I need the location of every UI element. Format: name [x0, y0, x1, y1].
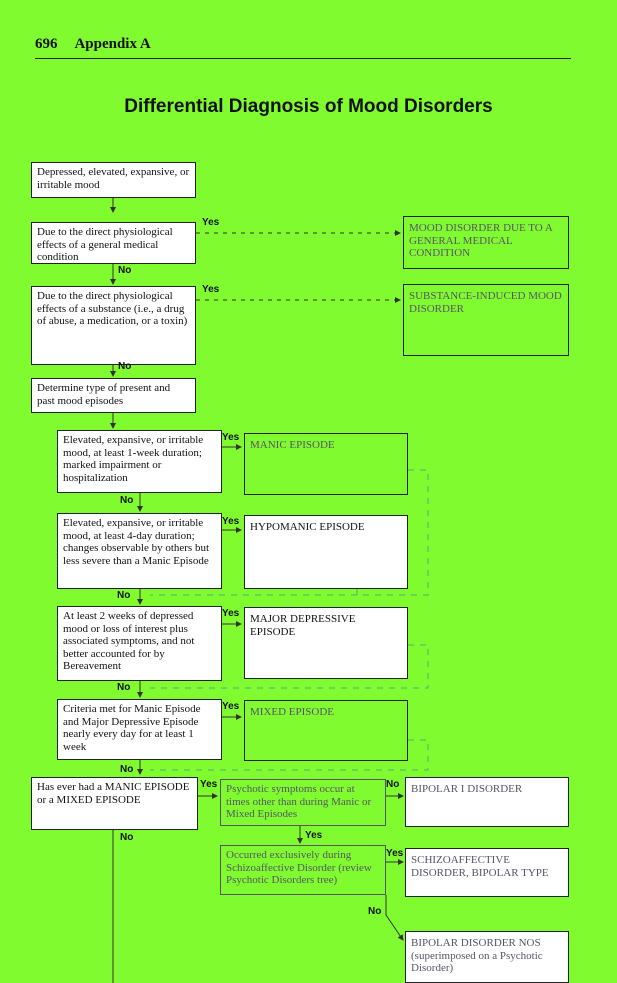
node-schizoaffective-check: Occurred exclusively during Schizoaffective Disorder (review Psychotic Disorders tree): [220, 845, 386, 895]
outcome-manic-episode: MANIC EPISODE: [244, 433, 408, 495]
node-depressive-criteria: At least 2 weeks of depressed mood or loss of interest plus associated symptoms, and not better accounted for by Bereavement: [57, 606, 222, 681]
yes-label: Yes: [222, 516, 240, 527]
no-label: No: [386, 779, 400, 790]
yes-label: Yes: [222, 608, 240, 619]
no-label: No: [118, 361, 132, 372]
yes-label: Yes: [202, 284, 220, 295]
outcome-bipolar-nos: BIPOLAR DISORDER NOS (superimposed on a Psychotic Disorder): [405, 931, 569, 983]
yes-label: Yes: [386, 848, 404, 859]
yes-label: Yes: [222, 432, 240, 443]
node-substance: Due to the direct physiological effects of a substance (i.e., a drug of abuse, a medication, or a toxin): [31, 286, 196, 365]
no-label: No: [120, 764, 134, 775]
outcome-medical-condition: MOOD DISORDER DUE TO A GENERAL MEDICAL CONDITION: [403, 216, 569, 269]
no-label: No: [120, 832, 134, 843]
node-mixed-criteria: Criteria met for Manic Episode and Major Depressive Episode nearly every day for at least 1 week: [57, 699, 222, 760]
outcome-mixed-episode: MIXED EPISODE: [244, 700, 408, 761]
node-hypomanic-criteria: Elevated, expansive, or irritable mood, at least 4-day duration; changes observable by others but less severe than a Manic Episode: [57, 513, 222, 589]
page-title: Differential Diagnosis of Mood Disorders: [124, 96, 493, 117]
node-mood-symptom: Depressed, elevated, expansive, or irritable mood: [31, 162, 196, 198]
yes-label: Yes: [200, 779, 218, 790]
no-label: No: [368, 906, 382, 917]
no-label: No: [117, 682, 131, 693]
node-medical-condition: Due to the direct physiological effects of a general medical condition: [31, 222, 196, 264]
outcome-major-depressive-episode: MAJOR DEPRESSIVE EPISODE: [244, 607, 408, 679]
node-manic-history: Has ever had a MANIC EPISODE or a MIXED EPISODE: [31, 777, 198, 830]
node-psychotic-symptoms: Psychotic symptoms occur at times other than during Manic or Mixed Episodes: [220, 779, 386, 826]
no-label: No: [118, 265, 132, 276]
yes-label: Yes: [222, 701, 240, 712]
section-title: Appendix A: [74, 36, 151, 52]
yes-label: Yes: [202, 217, 220, 228]
no-label: No: [120, 495, 134, 506]
outcome-hypomanic-episode: HYPOMANIC EPISODE: [244, 515, 408, 589]
yes-label: Yes: [305, 830, 323, 841]
outcome-schizoaffective-bipolar: SCHIZOAFFECTIVE DISORDER, BIPOLAR TYPE: [405, 848, 569, 897]
page-number: 696: [35, 36, 58, 52]
outcome-bipolar-i: BIPOLAR I DISORDER: [405, 777, 569, 827]
node-manic-criteria: Elevated, expansive, or irritable mood, at least 1-week duration; marked impairment or hospitalization: [57, 430, 222, 493]
node-determine-episodes: Determine type of present and past mood episodes: [31, 378, 196, 413]
outcome-substance-induced: SUBSTANCE-INDUCED MOOD DISORDER: [403, 284, 569, 356]
no-label: No: [117, 590, 131, 601]
